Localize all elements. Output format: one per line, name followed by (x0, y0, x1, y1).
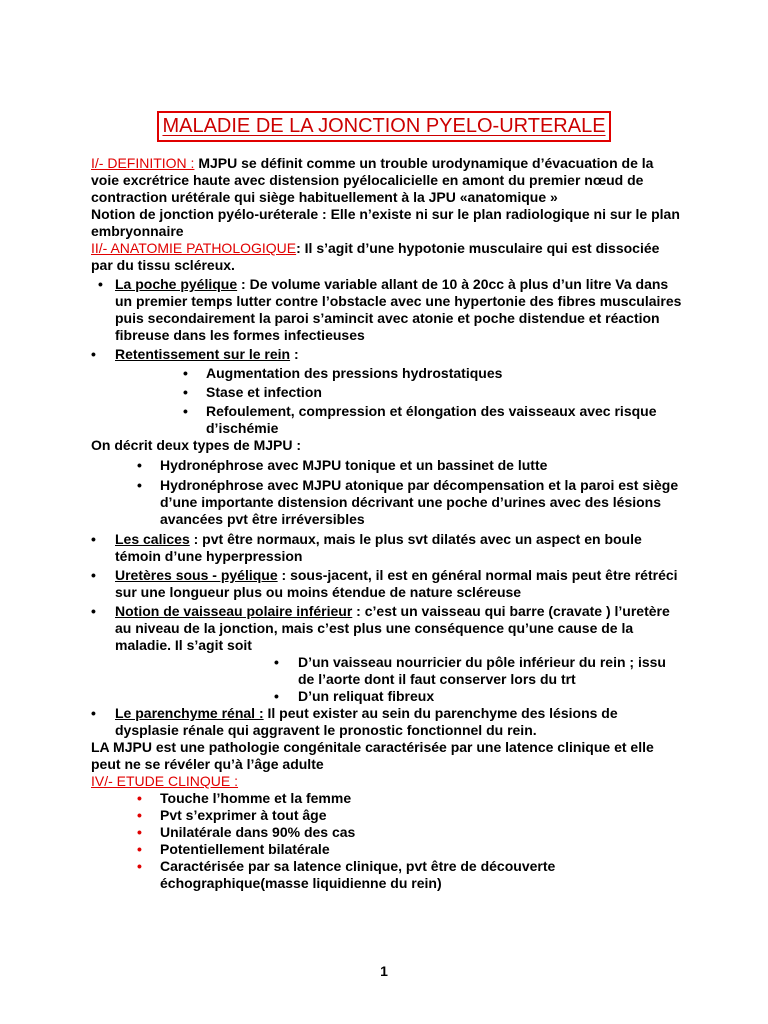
parenchyme-label: Le parenchyme rénal : (115, 705, 264, 721)
etude-heading-line (91, 773, 683, 790)
bullet-icon: • (91, 531, 96, 547)
ureteres-label: Uretères sous - pyélique (115, 567, 278, 583)
poche-text: : De volume variable allant de 10 à 20cc à plus d’un litre Va dans un premier temps lutter contre l’obstacle avec une hypertonie des fibres musculaires puis secondairement la paroi s’amincit avec atonie et poche distendue et réaction fibreuse dans les formes infectieuses (115, 276, 682, 343)
vaisseau-item (91, 603, 683, 654)
conclusion-paragraph: LA MJPU est une pathologie congénitale caractérisée par une latence clinique et elle peut ne se révéler qu’à l’âge adulte (91, 739, 654, 772)
calices-text: : pvt être normaux, mais le plus svt dilatés avec un aspect en boule témoin d’une hyperpression (115, 531, 642, 564)
ureteres-item (91, 567, 683, 601)
bullet-icon: • (91, 567, 96, 583)
retentissement-item-text: Augmentation des pressions hydrostatiques (206, 365, 503, 381)
retentissement-colon: : (290, 346, 299, 362)
title-container (0, 111, 768, 142)
list-item (91, 824, 683, 841)
vaisseau-label: Notion de vaisseau polaire inférieur (115, 603, 353, 619)
etude-item-text: Touche l’homme et la femme (160, 790, 352, 806)
vaisseau-subitem-text: D’un vaisseau nourricier du pôle inférieur du rein ; issu de l’aorte dont il faut conserver lors du trt (298, 654, 666, 687)
bullet-icon: • (137, 477, 142, 493)
bullet-icon: • (274, 654, 279, 670)
type-item-text: Hydronéphrose avec MJPU atonique par décompensation et la paroi est siège d’une importante distension décrivant une poche d’urines avec des lésions avancées pvt être irréversibles (160, 477, 679, 527)
list-item (91, 790, 683, 807)
red-bullet-icon: • (137, 807, 142, 823)
parenchyme-item (91, 705, 683, 739)
list-item (91, 807, 683, 824)
list-item (91, 688, 683, 705)
red-bullet-icon: • (137, 824, 142, 840)
bullet-icon: • (183, 365, 188, 381)
document-body (91, 155, 683, 892)
bullet-icon: • (91, 346, 96, 362)
etude-item-text: Potentiellement bilatérale (160, 841, 330, 857)
bullet-icon: • (91, 705, 96, 721)
list-item (91, 384, 683, 401)
list-item (91, 477, 683, 528)
etude-item-text: Pvt s’exprimer à tout âge (160, 807, 327, 823)
list-item (91, 365, 683, 382)
bullet-icon: • (91, 603, 96, 619)
list-item (91, 654, 683, 688)
vaisseau-text: : c’est un vaisseau qui barre (cravate ) l’uretère au niveau de la jonction, mais c’est plus une conséquence qu’une cause de la maladie. Il s’agit soit (115, 603, 670, 653)
red-bullet-icon: • (137, 858, 142, 874)
list-item (91, 403, 683, 437)
etude-item-text: Unilatérale dans 90% des cas (160, 824, 356, 840)
bullet-icon: • (183, 403, 188, 419)
definition-heading: I/- DEFINITION : (91, 155, 195, 171)
page-number: 1 (380, 963, 388, 979)
retentissement-item-text: Stase et infection (206, 384, 322, 400)
bullet-icon: • (274, 688, 279, 704)
retentissement-item (91, 346, 683, 363)
retentissement-label: Retentissement sur le rein (115, 346, 291, 362)
list-item (91, 457, 683, 474)
retentissement-item-text: Refoulement, compression et élongation des vaisseaux avec risque d’ischémie (206, 403, 657, 436)
bullet-icon: • (98, 276, 103, 292)
list-item (91, 858, 683, 892)
bullet-icon: • (137, 457, 142, 473)
etude-item-text: Caractérisée par sa latence clinique, pvt être de découverte échographique(masse liquidienne du rein) (160, 858, 556, 891)
document-title: MALADIE DE LA JONCTION PYELO-URTERALE (157, 111, 610, 142)
bullet-icon: • (183, 384, 188, 400)
red-bullet-icon: • (137, 841, 142, 857)
types-intro: On décrit deux types de MJPU : (91, 437, 302, 453)
poche-item (91, 276, 683, 344)
ureteres-text: : sous-jacent, il est en général normal mais peut être rétréci sur une longueur plus ou moins étendue de nature scléreuse (115, 567, 678, 600)
vaisseau-subitem-text: D’un reliquat fibreux (298, 688, 435, 704)
jonction-note: Notion de jonction pyélo-uréterale : Elle n’existe ni sur le plan radiologique ni sur le plan embryonnaire (91, 206, 680, 239)
red-bullet-icon: • (137, 790, 142, 806)
definition-text: MJPU se définit comme un trouble urodynamique d’évacuation de la voie excrétrice haute avec distension pyélocalicielle en amont du premier nœud de contraction urétérale qui siège habituellement à la JPU «anatomique » (91, 155, 654, 205)
etude-heading: IV/- ETUDE CLINQUE : (91, 773, 239, 789)
calices-item (91, 531, 683, 565)
definition-paragraph (91, 155, 683, 206)
calices-label: Les calices (115, 531, 190, 547)
parenchyme-text: Il peut exister au sein du parenchyme des lésions de dysplasie rénale qui aggravent le pronostic fonctionnel du rein. (115, 705, 618, 738)
anatomie-paragraph (91, 240, 683, 274)
type-item-text: Hydronéphrose avec MJPU tonique et un bassinet de lutte (160, 457, 548, 473)
poche-label: La poche pyélique (115, 276, 238, 292)
list-item (91, 841, 683, 858)
anatomie-text: : Il s’agit d’une hypotonie musculaire qui est dissociée par du tissu scléreux. (91, 240, 660, 273)
anatomie-heading: II/- ANATOMIE PATHOLOGIQUE (91, 240, 297, 256)
